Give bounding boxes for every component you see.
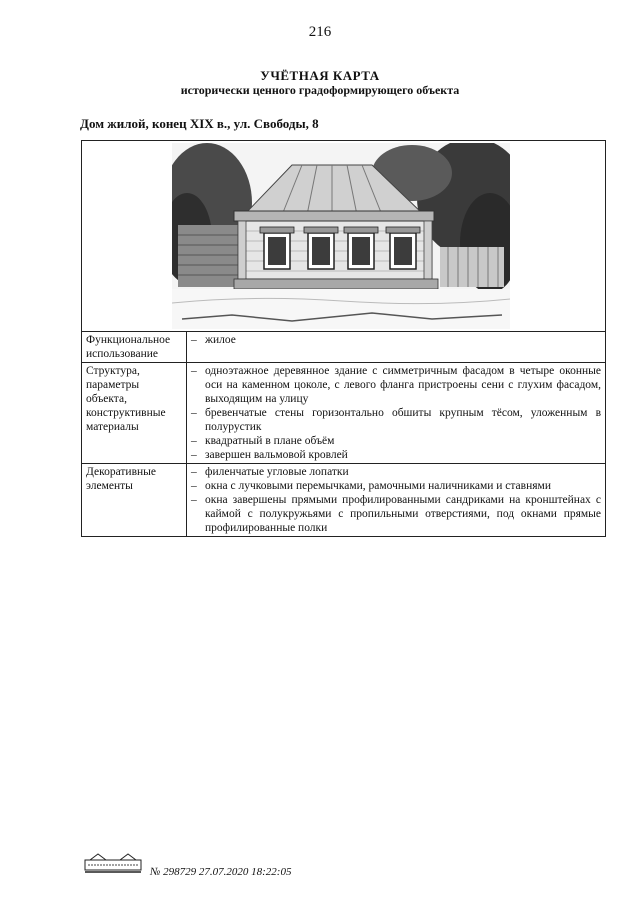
object-heading: Дом жилой, конец XIX в., ул. Свободы, 8 [80, 116, 319, 131]
list-item: – завершен вальмовой кровлей [191, 448, 601, 462]
document-reference: № 298729 27.07.2020 18:22:05 [150, 866, 292, 878]
card-title: УЧЁТНАЯ КАРТА [260, 68, 380, 83]
list-item: – одноэтажное деревянное здание с симметричным фасадом в четыре оконные оси на каменном цоколе, с левого фланга пристроены сени с глухим фасадом, выходящим на улицу [191, 364, 601, 406]
photo-cell [82, 141, 606, 332]
card-subtitle: исторически ценного градоформирующего объекта [180, 83, 460, 97]
row-label: Декоративные элементы [82, 464, 187, 537]
table-row [82, 332, 606, 363]
row-content [187, 363, 606, 464]
photo-row [82, 141, 606, 332]
table-row [82, 464, 606, 537]
record-card-table [81, 140, 606, 537]
row-content [187, 464, 606, 537]
page-number: 216 [308, 24, 332, 40]
list-item: – окна завершены прямыми профилированными сандриками на кронштейнах с каймой с полукружьями с пропильными отверстиями, под окнами прямые профилированные полки [191, 493, 601, 535]
list-item: – бревенчатые стены горизонтально обшиты крупным тёсом, уложенным в полурустик [191, 406, 601, 434]
list-item: – жилое [191, 333, 601, 347]
list-item: – окна с лучковыми перемычками, рамочными наличниками и ставнями [191, 479, 601, 493]
bullet-list [191, 465, 601, 535]
table-row [82, 363, 606, 464]
list-item: – филенчатые угловые лопатки [191, 465, 601, 479]
row-label: Структура, параметры объекта, конструктивные материалы [82, 363, 187, 464]
bullet-list [191, 333, 601, 347]
row-content [187, 332, 606, 363]
bullet-list [191, 364, 601, 462]
row-label: Функциональное использование [82, 332, 187, 363]
building-photo [172, 143, 510, 329]
stamp-logo [84, 852, 142, 874]
list-item: – квадратный в плане объём [191, 434, 601, 448]
